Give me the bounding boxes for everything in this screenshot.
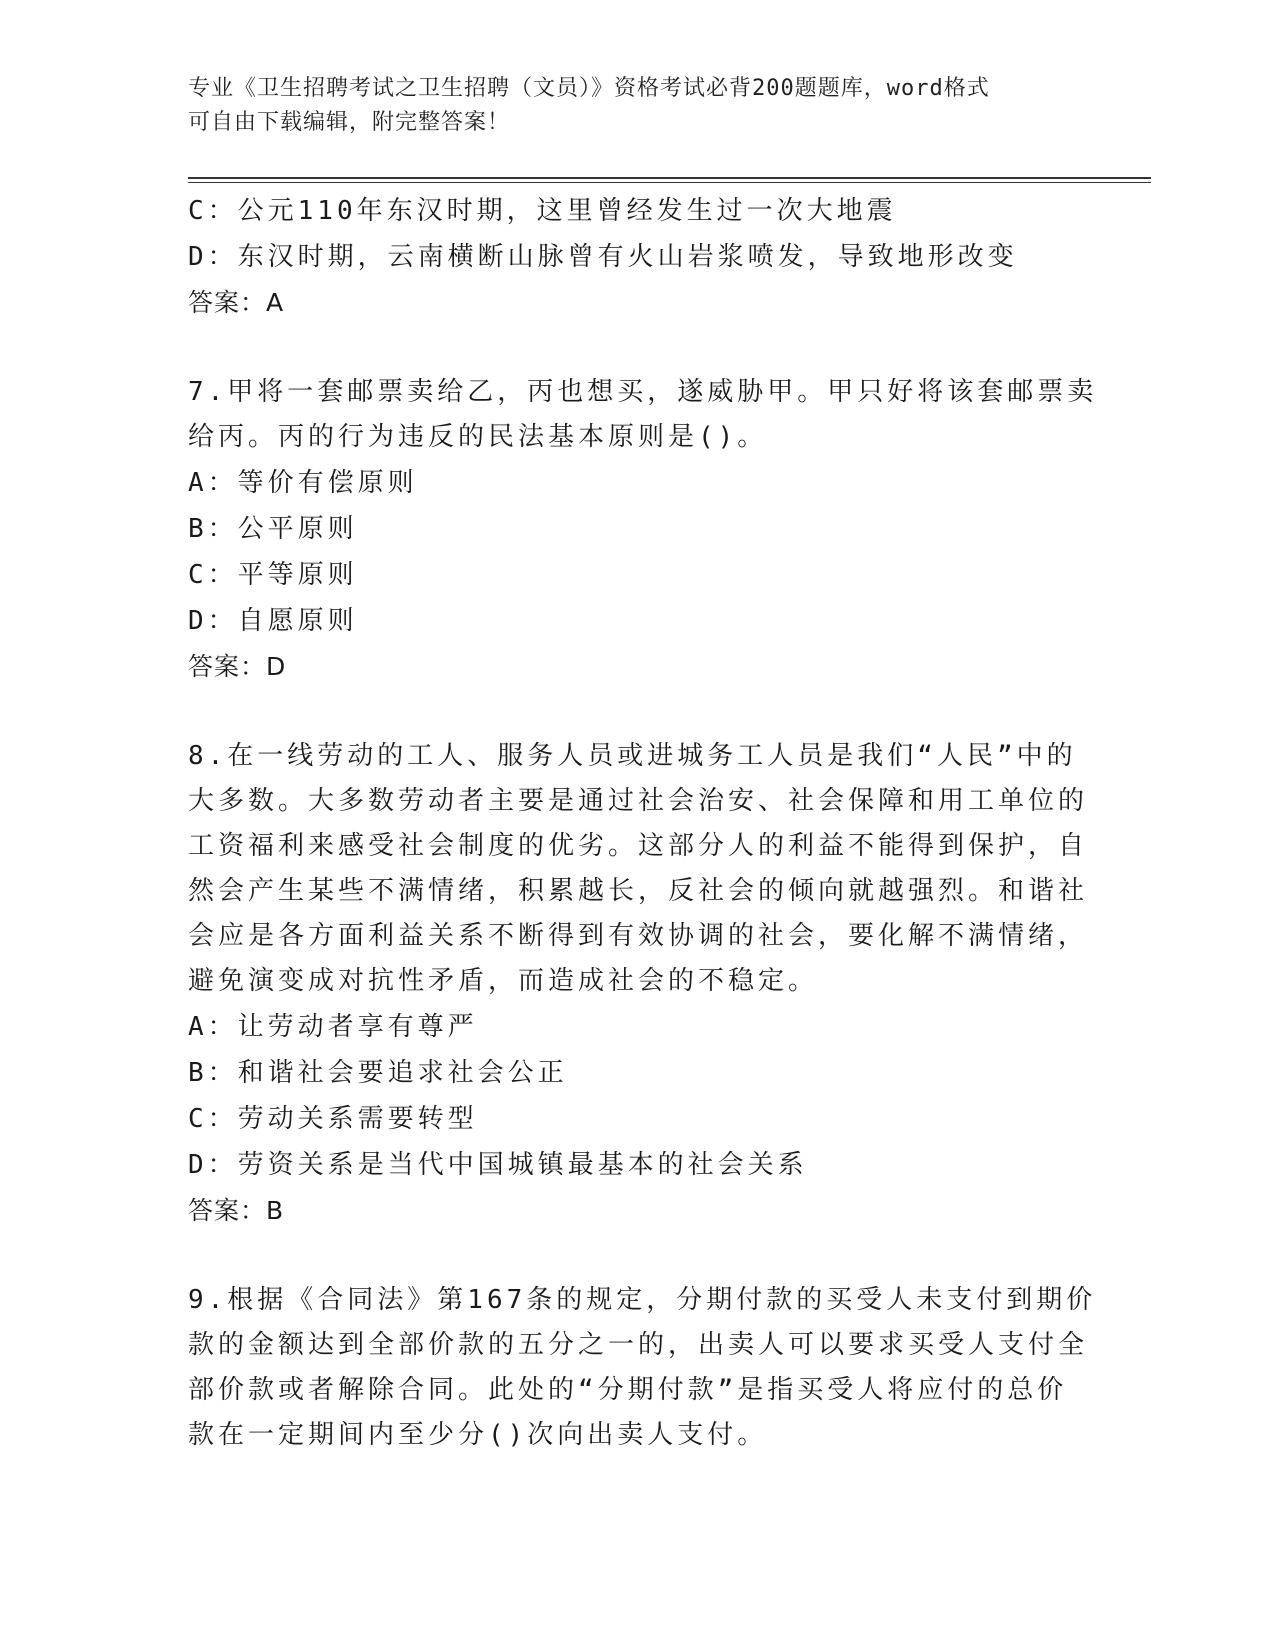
q9-stem-line-1: 9.根据《合同法》第167条的规定，分期付款的买受人未支付到期价 [188, 1285, 1097, 1315]
q9-stem-line-2: 款的金额达到全部价款的五分之一的，出卖人可以要求买受人支付全 [188, 1330, 1089, 1360]
header-divider-thin [188, 182, 1151, 183]
q8-stem-line-5: 会应是各方面利益关系不断得到有效协调的社会，要化解不满情绪， [188, 921, 1089, 951]
q8-option-a: A：让劳动者享有尊严 [188, 1012, 478, 1042]
spacer [188, 690, 1068, 734]
q9-stem-line-3: 部价款或者解除合同。此处的“分期付款”是指买受人将应付的总价 [188, 1375, 1068, 1405]
q8-stem-line-6: 避免演变成对抗性矛盾，而造成社会的不稳定。 [188, 966, 819, 996]
q8-stem-line-2: 大多数。大多数劳动者主要是通过社会治安、社会保障和用工单位的 [188, 786, 1089, 816]
spacer [188, 326, 1068, 370]
q7-option-b: B：公平原则 [188, 514, 358, 544]
q8-stem-line-1: 8.在一线劳动的工人、服务人员或进城务工人员是我们“人民”中的 [188, 741, 1077, 771]
q6-answer: 答案：A [188, 288, 285, 317]
question-7-block [188, 370, 1098, 690]
q7-option-a: A：等价有偿原则 [188, 468, 418, 498]
q8-option-b: B：和谐社会要追求社会公正 [188, 1058, 568, 1088]
q6-option-d: D：东汉时期，云南横断山脉曾有火山岩浆喷发，导致地形改变 [188, 242, 1018, 272]
question-9-block [188, 1278, 1097, 1458]
q7-option-d: D：自愿原则 [188, 606, 358, 636]
q6-option-c: C：公元110年东汉时期，这里曾经发生过一次大地震 [188, 196, 897, 226]
spacer [188, 1234, 1068, 1278]
q7-answer: 答案：D [188, 652, 287, 681]
q8-answer: 答案：B [188, 1196, 285, 1225]
q9-stem-line-4: 款在一定期间内至少分()次向出卖人支付。 [188, 1420, 768, 1450]
q8-option-d: D：劳资关系是当代中国城镇最基本的社会关系 [188, 1150, 808, 1180]
question-8-block [188, 734, 1089, 1234]
q8-stem-line-3: 工资福利来感受社会制度的优劣。这部分人的利益不能得到保护，自 [188, 831, 1089, 861]
q7-stem-line-2: 给丙。丙的行为违反的民法基本原则是()。 [188, 422, 768, 452]
header-line-2: 可自由下载编辑，附完整答案！ [188, 110, 511, 135]
question-content [188, 188, 1098, 1458]
q8-stem-line-4: 然会产生某些不满情绪，积累越长，反社会的倾向就越强烈。和谐社 [188, 876, 1089, 906]
q8-option-c: C：劳动关系需要转型 [188, 1104, 478, 1134]
q7-stem-line-1: 7.甲将一套邮票卖给乙，丙也想买，遂威胁甲。甲只好将该套邮票卖 [188, 377, 1098, 407]
question-6-block [188, 188, 1068, 326]
document-header [188, 72, 1068, 140]
header-divider-thick [188, 177, 1151, 179]
q7-option-c: C：平等原则 [188, 560, 358, 590]
header-line-1: 专业《卫生招聘考试之卫生招聘（文员）》资格考试必背200题题库，word格式 [188, 76, 990, 101]
